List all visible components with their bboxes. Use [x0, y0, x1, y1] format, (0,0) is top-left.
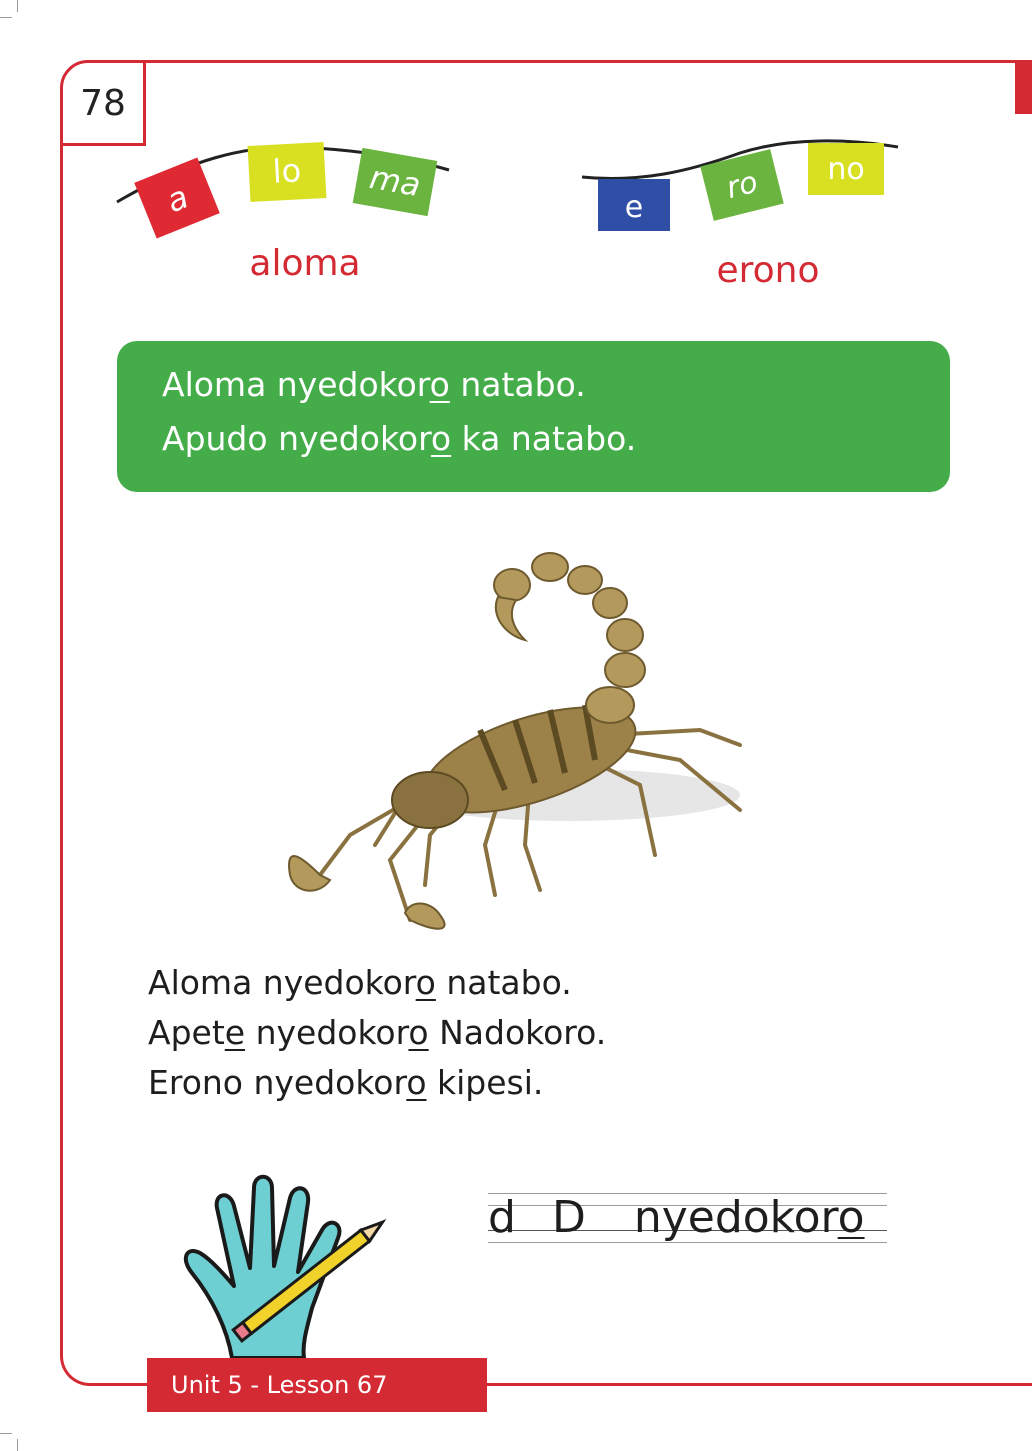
sentence-1: Aloma nyedokoro natabo. [148, 963, 572, 1002]
flag-label: no [827, 152, 865, 187]
hand-with-pencil-icon [172, 1168, 397, 1360]
highlight-line-2: Apudo nyedokoro ka natabo. [162, 419, 637, 458]
crop-mark [17, 1439, 18, 1451]
word-erono: erono [716, 250, 820, 291]
bunting-flag [700, 149, 783, 221]
flag-label: ro [722, 164, 762, 207]
highlight-line-1: Aloma nyedokoro natabo. [162, 365, 586, 404]
letter-lower: d [488, 1192, 516, 1243]
crop-mark [17, 0, 18, 12]
flag-label: a [161, 177, 194, 221]
edge-tab [1015, 62, 1032, 114]
page-number: 78 [60, 60, 146, 146]
flag-label: lo [271, 151, 303, 191]
bunting-left [115, 140, 455, 240]
flag-label: ma [366, 157, 424, 205]
bunting-right [580, 135, 900, 235]
writing-practice [488, 1193, 888, 1243]
bunting-flag [808, 143, 884, 195]
practice-word: nyedokoro [633, 1192, 865, 1243]
highlight-box [117, 341, 950, 492]
bunting-flag [248, 142, 327, 202]
lesson-footer: Unit 5 - Lesson 67 [147, 1358, 487, 1412]
scorpion-illustration [280, 545, 750, 940]
sentence-2: Apete nyedokoro Nadokoro. [148, 1013, 607, 1052]
crop-mark [0, 17, 12, 18]
word-aloma: aloma [249, 243, 361, 284]
bunting-flag [134, 157, 220, 238]
letter-upper: D [551, 1192, 586, 1243]
writing-text [488, 1193, 865, 1243]
sentence-3: Erono nyedokoro kipesi. [148, 1063, 544, 1102]
bunting-flag [598, 179, 670, 231]
crop-mark [0, 1433, 12, 1434]
bunting-flag [353, 148, 438, 216]
flag-label: e [624, 190, 644, 225]
